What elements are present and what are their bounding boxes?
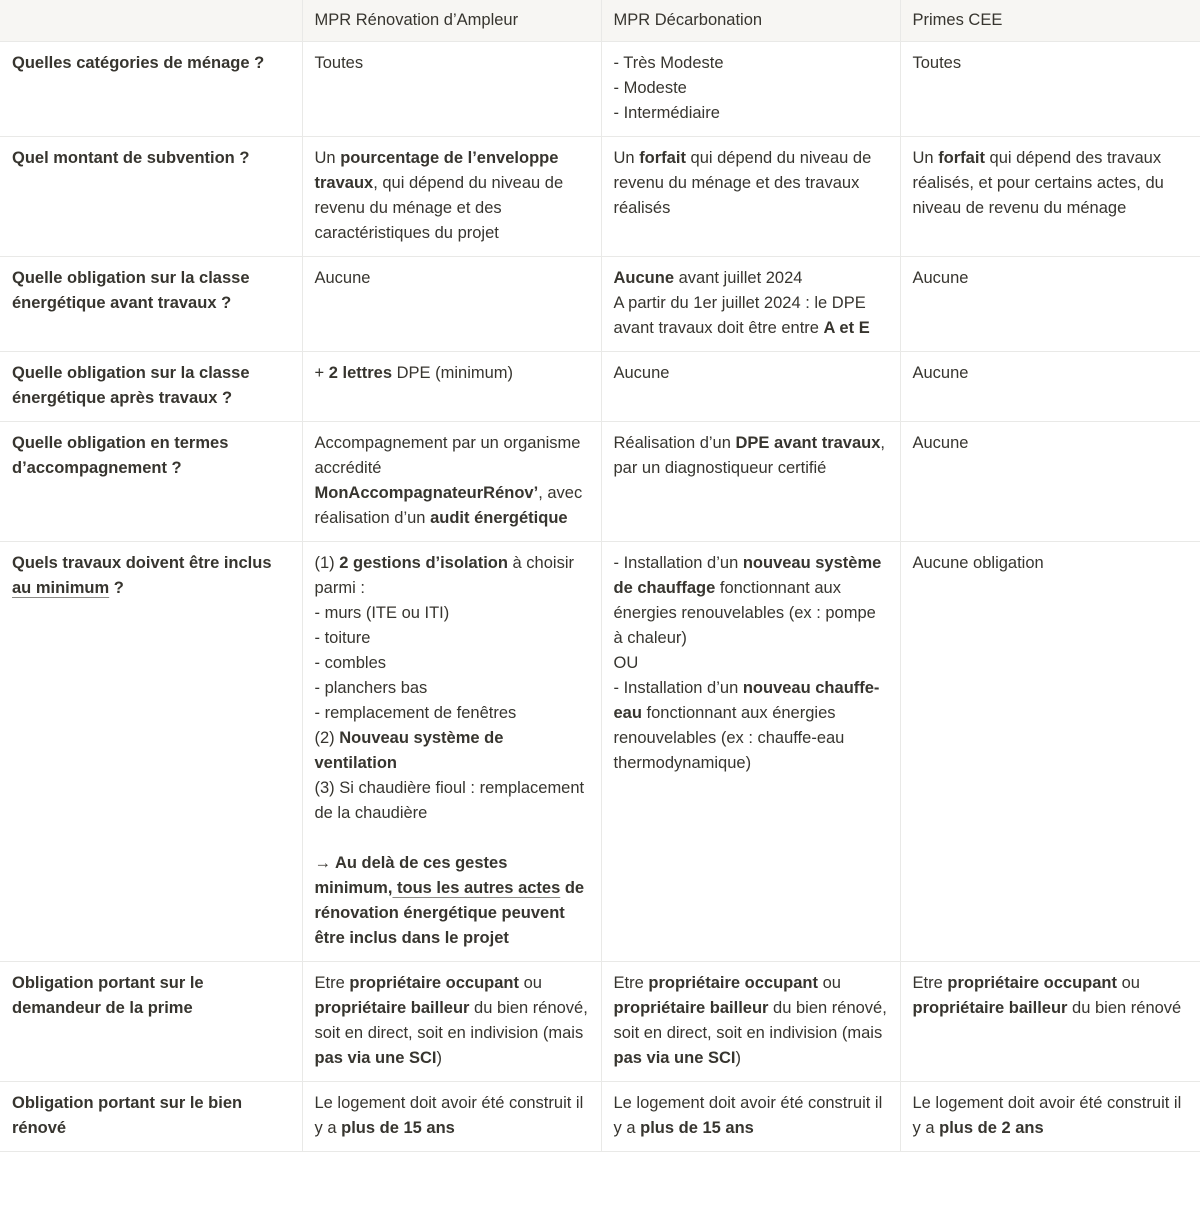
header-corner <box>0 0 302 42</box>
cell-text: Aucune <box>912 364 969 382</box>
primes-cee-cell <box>900 542 1200 962</box>
bold-text: 2 lettres <box>328 364 393 382</box>
cell-text: Le logement doit avoir été construit il y a <box>314 1094 588 1137</box>
cell-text: du bien rénové, soit en direct, soit en indivision (mais <box>314 999 593 1042</box>
bold-text: propriétaire occupant <box>648 974 818 992</box>
cell-text: avant juillet 2024 A partir du 1er juillet 2024 : le DPE avant travaux doit être entre <box>613 269 866 337</box>
cell-text: du bien rénové, soit en direct, soit en indivision (mais <box>613 999 892 1042</box>
mpr-decarbonation-cell <box>601 962 900 1082</box>
bold-text: DPE avant travaux <box>735 434 881 452</box>
mpr-decarbonation-cell <box>601 257 900 352</box>
cell-text: Réalisation d’un <box>613 434 736 452</box>
cell-text: Aucune <box>314 269 371 287</box>
cell-text: Un <box>613 149 640 167</box>
cell-text: Aucune <box>912 269 969 287</box>
cell-text: - Installation d’un <box>613 554 743 572</box>
question-cell <box>0 257 302 352</box>
cell-text: Quelles catégories de ménage ? <box>12 54 265 72</box>
mpr-decarbonation-cell <box>601 42 900 137</box>
table-body <box>0 42 1200 1152</box>
cell-text: ou <box>1116 974 1145 992</box>
underlined-text: au minimum <box>12 579 110 597</box>
question-cell <box>0 962 302 1082</box>
bold-text: propriétaire bailleur <box>613 999 769 1017</box>
bold-text: forfait <box>639 149 686 167</box>
table-row <box>0 1082 1200 1152</box>
bold-text: A et E <box>823 319 870 337</box>
cell-text: Etre <box>613 974 649 992</box>
cell-text: ? <box>109 579 124 597</box>
bold-text: plus de 2 ans <box>939 1119 1044 1137</box>
cell-text: Obligation portant sur le demandeur de la prime <box>12 974 209 1017</box>
cell-text: ) <box>436 1049 442 1067</box>
mpr-decarbonation-cell <box>601 422 900 542</box>
bold-text: Aucune <box>613 269 675 287</box>
cell-text: Quelle obligation sur la classe énergétique après travaux ? <box>12 364 255 407</box>
bold-text: → Au delà de ces gestes minimum, <box>314 854 512 897</box>
bold-text: pourcentage de l’enveloppe travaux <box>314 149 563 192</box>
cell-text: qui dépend du niveau de revenu du ménage et des travaux réalisés <box>613 149 876 217</box>
primes-cee-cell <box>900 352 1200 422</box>
cell-text: , qui dépend du niveau de revenu du ménage et des caractéristiques du projet <box>314 174 568 242</box>
cell-text: Obligation portant sur le bien rénové <box>12 1094 247 1137</box>
cell-text: , avec réalisation d’un <box>314 484 587 527</box>
primes-cee-cell <box>900 1082 1200 1152</box>
mpr-renovation-ampleur-cell <box>302 352 601 422</box>
cell-text: ou <box>518 974 547 992</box>
mpr-decarbonation-cell <box>601 352 900 422</box>
primes-cee-cell <box>900 137 1200 257</box>
cell-text: Quels travaux doivent être inclus <box>12 554 277 572</box>
bold-text: propriétaire bailleur <box>314 999 470 1017</box>
cell-text: Un <box>314 149 341 167</box>
header-primes-cee: Primes CEE <box>900 0 1200 42</box>
cell-text: Toutes <box>912 54 962 72</box>
bold-text: forfait <box>938 149 985 167</box>
cell-text: Etre <box>912 974 948 992</box>
bold-text: propriétaire occupant <box>947 974 1117 992</box>
bold-text: tous les autres actes <box>392 879 561 897</box>
cell-text: fonctionnant aux énergies renouvelables (ex : chauffe-eau thermodynamique) <box>613 704 849 772</box>
bold-text: MonAccompagnateurRénov’ <box>314 484 539 502</box>
cell-text: Quelle obligation sur la classe énergétique avant travaux ? <box>12 269 255 312</box>
mpr-renovation-ampleur-cell <box>302 962 601 1082</box>
bold-text: propriétaire occupant <box>349 974 519 992</box>
bold-text: pas via une SCI <box>613 1049 736 1067</box>
cell-text: Le logement doit avoir été construit il y a <box>912 1094 1186 1137</box>
header-row <box>0 0 1200 42</box>
mpr-renovation-ampleur-cell <box>302 542 601 962</box>
table-row <box>0 352 1200 422</box>
cell-text: Toutes <box>314 54 364 72</box>
mpr-renovation-ampleur-cell <box>302 422 601 542</box>
primes-cee-cell <box>900 422 1200 542</box>
cell-text: fonctionnant aux énergies renouvelables (ex : pompe à chaleur) OU - Installation d’un <box>613 579 876 697</box>
header-mpr-decarbonation: MPR Décarbonation <box>601 0 900 42</box>
cell-text: (3) Si chaudière fioul : remplacement de la chaudière <box>314 779 585 822</box>
mpr-renovation-ampleur-cell <box>302 42 601 137</box>
table-row <box>0 42 1200 137</box>
question-cell <box>0 42 302 137</box>
cell-text: Quelle obligation en termes d’accompagnement ? <box>12 434 233 477</box>
bold-text: de rénovation énergétique peuvent être inclus dans le projet <box>314 879 589 947</box>
cell-text: Aucune <box>912 434 969 452</box>
primes-cee-cell <box>900 42 1200 137</box>
cell-text: Quel montant de subvention ? <box>12 149 250 167</box>
cell-text: , par un diagnostiqueur certifié <box>613 434 890 477</box>
bold-text: nouveau chauffe-eau <box>613 679 880 722</box>
table-row <box>0 962 1200 1082</box>
bold-text: pas via une SCI <box>314 1049 437 1067</box>
cell-text: Aucune obligation <box>912 554 1044 572</box>
mpr-decarbonation-cell <box>601 542 900 962</box>
cell-text: à choisir parmi : - murs (ITE ou ITI) - toiture - combles - planchers bas - remplacement de fenêtres (2) <box>314 554 574 747</box>
question-cell <box>0 1082 302 1152</box>
primes-cee-cell <box>900 257 1200 352</box>
bold-text: nouveau système de chauffage <box>613 554 886 597</box>
cell-text: Aucune <box>613 364 670 382</box>
table-row <box>0 542 1200 962</box>
bold-text: Nouveau système de ventilation <box>314 729 508 772</box>
cell-text: qui dépend des travaux réalisés, et pour certains actes, du niveau de revenu du ménage <box>912 149 1169 217</box>
primes-cee-cell <box>900 962 1200 1082</box>
question-cell <box>0 542 302 962</box>
cell-text: ou <box>817 974 846 992</box>
question-cell <box>0 352 302 422</box>
table-header <box>0 0 1200 42</box>
cell-text: + <box>314 364 329 382</box>
cell-text: (1) <box>314 554 340 572</box>
table-row <box>0 422 1200 542</box>
cell-text: Etre <box>314 974 350 992</box>
table-row <box>0 137 1200 257</box>
bold-text: 2 gestions d’isolation <box>339 554 508 572</box>
bold-text: audit énergétique <box>430 509 568 527</box>
cell-text: du bien rénové <box>1067 999 1182 1017</box>
header-mpr-renovation-ampleur: MPR Rénovation d’Ampleur <box>302 0 601 42</box>
mpr-decarbonation-cell <box>601 137 900 257</box>
bold-text: plus de 15 ans <box>640 1119 754 1137</box>
cell-text: ) <box>735 1049 741 1067</box>
mpr-renovation-ampleur-cell <box>302 257 601 352</box>
mpr-decarbonation-cell <box>601 1082 900 1152</box>
cell-text: Accompagnement par un organisme accrédité <box>314 434 586 477</box>
mpr-renovation-ampleur-cell <box>302 1082 601 1152</box>
mpr-renovation-ampleur-cell <box>302 137 601 257</box>
table-row <box>0 257 1200 352</box>
question-cell <box>0 422 302 542</box>
cell-text: Le logement doit avoir été construit il y a <box>613 1094 887 1137</box>
cell-text: DPE (minimum) <box>392 364 514 382</box>
bold-text: propriétaire bailleur <box>912 999 1068 1017</box>
cell-text: Un <box>912 149 939 167</box>
cell-text: - Très Modeste - Modeste - Intermédiaire <box>613 54 724 122</box>
question-cell <box>0 137 302 257</box>
bold-text: plus de 15 ans <box>341 1119 455 1137</box>
